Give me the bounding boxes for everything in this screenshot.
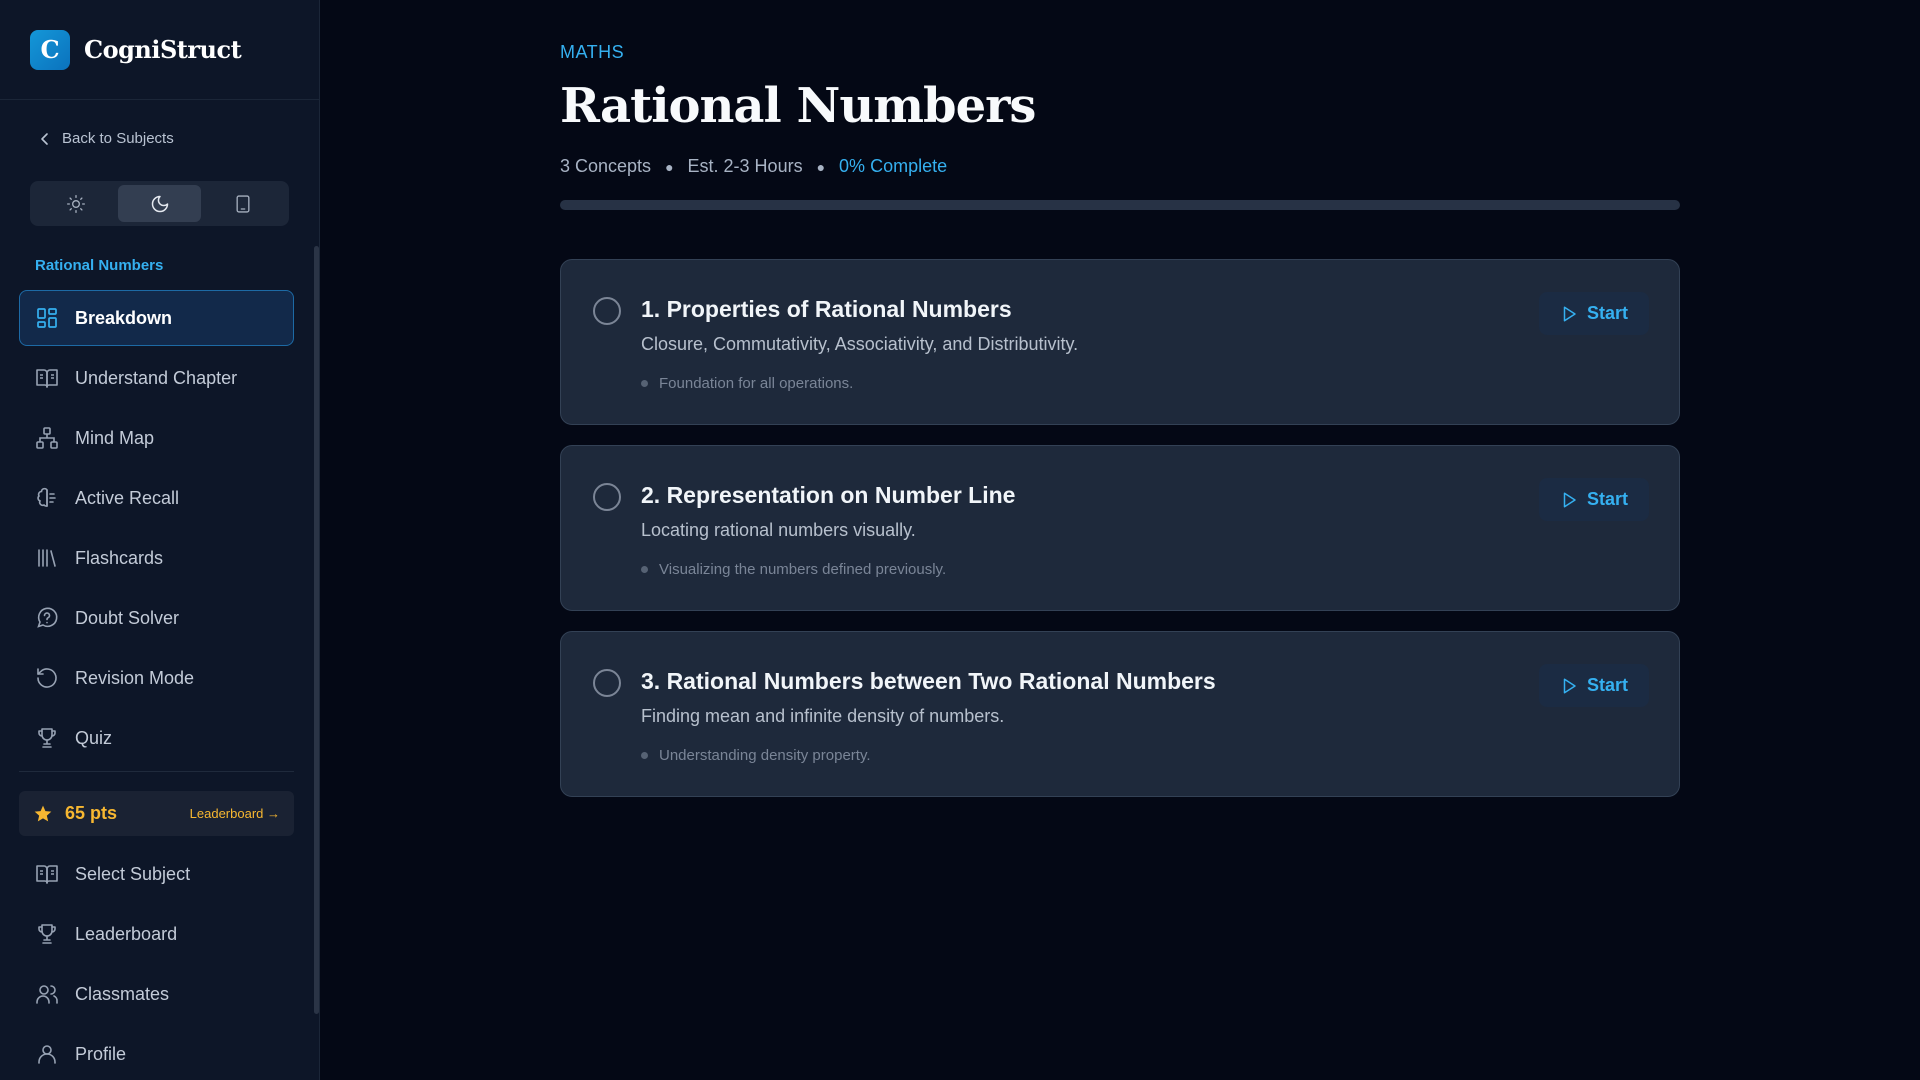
back-to-subjects-label: Back to Subjects	[62, 130, 174, 147]
sidebar-divider	[19, 771, 294, 772]
progress-bar	[560, 200, 1680, 210]
start-button[interactable]	[1539, 664, 1649, 707]
book-open-icon	[35, 366, 59, 390]
start-button-label: Start	[1586, 303, 1628, 323]
concept-checkbox[interactable]	[593, 669, 621, 697]
nav-item-label: Doubt Solver	[75, 607, 180, 628]
start-button-label: Start	[1586, 675, 1628, 695]
concept-card	[560, 259, 1680, 425]
nav-item-select-subject[interactable]	[19, 846, 294, 902]
trophy-icon	[35, 726, 59, 750]
concept-card	[560, 445, 1680, 611]
concept-count: 3 Concepts	[560, 156, 652, 176]
nav-item-breakdown[interactable]	[19, 290, 294, 346]
users-icon	[35, 982, 59, 1006]
concept-note-text: Foundation for all operations.	[659, 375, 854, 392]
nav-item-label: Select Subject	[75, 863, 191, 884]
nav-item-label: Leaderboard	[75, 923, 178, 944]
chevron-left-icon	[40, 132, 50, 146]
concept-checkbox[interactable]	[593, 483, 621, 511]
concept-title: 2. Representation on Number Line	[641, 482, 1016, 508]
chapter-nav	[19, 290, 294, 770]
trophy-icon	[35, 922, 59, 946]
nav-item-classmates[interactable]	[19, 966, 294, 1022]
nav-item-quiz[interactable]	[19, 710, 294, 766]
nav-item-mind-map[interactable]	[19, 410, 294, 466]
help-circle-icon	[35, 606, 59, 630]
sidebar	[0, 0, 320, 1080]
nav-item-revision-mode[interactable]	[19, 650, 294, 706]
theme-toggle	[30, 181, 289, 226]
concept-description: Closure, Commutativity, Associativity, and Distributivity.	[641, 334, 1079, 354]
start-button[interactable]	[1539, 478, 1649, 521]
brand-logo: C	[30, 30, 70, 70]
concept-note	[641, 747, 871, 764]
nav-item-label: Active Recall	[75, 487, 180, 508]
bullet-dot	[641, 380, 648, 387]
theme-reader-button[interactable]	[201, 185, 285, 222]
sidebar-scrollbar[interactable]	[314, 246, 319, 1014]
concept-note-text: Visualizing the numbers defined previously.	[659, 561, 947, 578]
points-value: 65 pts	[65, 803, 118, 823]
nav-item-label: Quiz	[75, 727, 113, 748]
concept-list	[560, 259, 1680, 817]
nav-item-doubt-solver[interactable]	[19, 590, 294, 646]
nav-item-label: Classmates	[75, 983, 170, 1004]
meta-separator: ●	[816, 158, 826, 175]
library-icon	[35, 546, 59, 570]
meta-separator: ●	[665, 158, 674, 175]
nav-item-label: Breakdown	[75, 307, 173, 328]
start-button-label: Start	[1586, 489, 1628, 509]
points-card	[19, 791, 294, 836]
nav-item-leaderboard[interactable]	[19, 906, 294, 962]
play-icon	[1560, 305, 1578, 323]
start-button[interactable]	[1539, 292, 1649, 335]
theme-dark-button[interactable]	[118, 185, 202, 222]
book-open-icon	[35, 862, 59, 886]
app-nav	[19, 846, 294, 1080]
bullet-dot	[641, 752, 648, 759]
section-label: Rational Numbers	[35, 257, 164, 274]
concept-card	[560, 631, 1680, 797]
network-icon	[35, 426, 59, 450]
concept-description: Finding mean and infinite density of numbers.	[641, 706, 1005, 726]
concept-title: 1. Properties of Rational Numbers	[641, 296, 1012, 322]
completion-status: 0% Complete	[839, 156, 948, 176]
play-icon	[1560, 677, 1578, 695]
sun-icon	[66, 194, 86, 214]
concept-description: Locating rational numbers visually.	[641, 520, 916, 540]
concept-note	[641, 561, 946, 578]
back-to-subjects-link[interactable]	[40, 130, 174, 147]
nav-item-label: Revision Mode	[75, 667, 195, 688]
brain-icon	[35, 486, 59, 510]
nav-item-label: Profile	[75, 1043, 127, 1064]
nav-item-label: Understand Chapter	[75, 367, 238, 388]
nav-item-understand-chapter[interactable]	[19, 350, 294, 406]
play-icon	[1560, 491, 1578, 509]
star-icon	[33, 804, 53, 824]
chapter-meta	[560, 156, 947, 177]
theme-light-button[interactable]	[34, 185, 118, 222]
nav-item-active-recall[interactable]	[19, 470, 294, 526]
nav-item-flashcards[interactable]	[19, 530, 294, 586]
grid-icon	[35, 306, 59, 330]
leaderboard-link[interactable]: Leaderboard →	[189, 806, 280, 821]
moon-icon	[150, 194, 170, 214]
bullet-dot	[641, 566, 648, 573]
brand[interactable]	[0, 0, 319, 100]
subject-label: MATHS	[560, 42, 625, 62]
concept-checkbox[interactable]	[593, 297, 621, 325]
brand-name: CogniStruct	[84, 35, 242, 64]
concept-title: 3. Rational Numbers between Two Rational Numbers	[641, 668, 1216, 694]
nav-item-label: Flashcards	[75, 547, 164, 568]
time-estimate: Est. 2-3 Hours	[687, 156, 803, 176]
concept-note-text: Understanding density property.	[659, 747, 871, 764]
nav-item-profile[interactable]	[19, 1026, 294, 1080]
page-title: Rational Numbers	[560, 78, 1036, 134]
rotate-ccw-icon	[35, 666, 59, 690]
nav-item-label: Mind Map	[75, 427, 155, 448]
tablet-icon	[233, 194, 253, 214]
user-icon	[35, 1042, 59, 1066]
concept-note	[641, 375, 853, 392]
